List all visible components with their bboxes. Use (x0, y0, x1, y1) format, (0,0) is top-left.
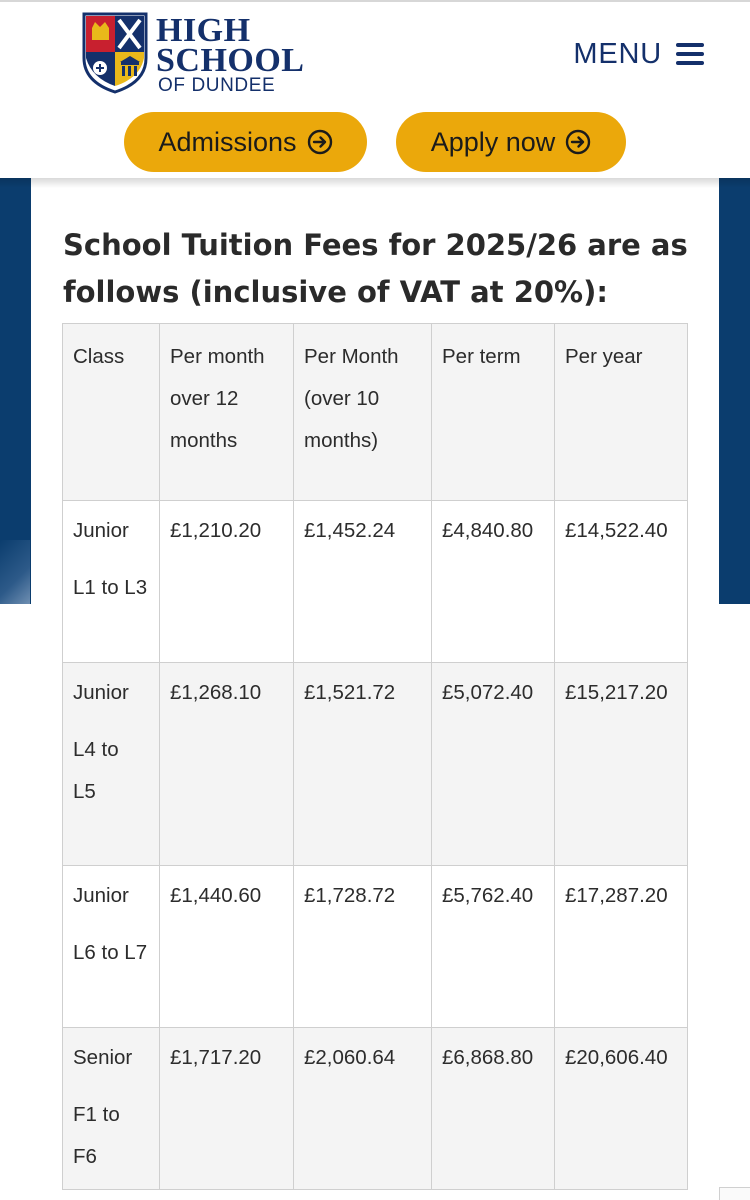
table-row (63, 866, 688, 1028)
per-month-10-cell: £2,060.64 (294, 1028, 432, 1190)
admissions-button[interactable] (124, 112, 367, 172)
header-shadow (0, 178, 750, 188)
table-header-row (63, 324, 688, 501)
fees-table (62, 323, 688, 1190)
site-header (0, 2, 750, 178)
menu-button[interactable] (573, 34, 704, 74)
admissions-button-label: Admissions (158, 126, 297, 157)
scroll-corner (719, 1187, 750, 1200)
per-term-cell: £6,868.80 (432, 1028, 555, 1190)
class-cell: Senior F1 to F6 (63, 1028, 160, 1190)
per-month-10-cell: £1,452.24 (294, 501, 432, 663)
school-name (156, 12, 305, 96)
per-month-10-cell: £1,728.72 (294, 866, 432, 1028)
content-card (31, 178, 719, 1200)
per-term-cell: £5,762.40 (432, 866, 555, 1028)
per-year-cell: £17,287.20 (555, 866, 688, 1028)
arrow-circle-right-icon (565, 129, 591, 155)
apply-now-button[interactable] (396, 112, 626, 172)
class-cell: Junior L4 to L5 (63, 663, 160, 866)
background-band-accent (0, 540, 30, 604)
school-crest-icon (82, 12, 148, 94)
school-logo[interactable] (82, 10, 322, 96)
column-header-per-month-12: Per month over 12 months (160, 324, 294, 501)
per-year-cell: £14,522.40 (555, 501, 688, 663)
column-header-class: Class (63, 324, 160, 501)
arrow-circle-right-icon (307, 129, 333, 155)
column-header-per-year: Per year (555, 324, 688, 501)
fees-heading: School Tuition Fees for 2025/26 are as follows (inclusive of VAT at 20%): (63, 228, 688, 310)
school-name-line2: SCHOOL (156, 42, 305, 79)
table-row (63, 663, 688, 866)
apply-now-button-label: Apply now (430, 126, 556, 157)
class-cell: Junior L6 to L7 (63, 866, 160, 1028)
table-row (63, 1028, 688, 1190)
per-month-12-cell: £1,268.10 (160, 663, 294, 866)
per-term-cell: £5,072.40 (432, 663, 555, 866)
school-name-line3: OF DUNDEE (158, 75, 276, 96)
per-month-10-cell: £1,521.72 (294, 663, 432, 866)
per-month-12-cell: £1,210.20 (160, 501, 294, 663)
per-year-cell: £15,217.20 (555, 663, 688, 866)
column-header-per-term: Per term (432, 324, 555, 501)
per-term-cell: £4,840.80 (432, 501, 555, 663)
table-row (63, 501, 688, 663)
per-year-cell: £20,606.40 (555, 1028, 688, 1190)
hamburger-icon (676, 43, 704, 65)
per-month-12-cell: £1,440.60 (160, 866, 294, 1028)
school-name-line1: HIGH (156, 12, 251, 49)
per-month-12-cell: £1,717.20 (160, 1028, 294, 1190)
class-cell: Junior L1 to L3 (63, 501, 160, 663)
column-header-per-month-10: Per Month (over 10 months) (294, 324, 432, 501)
menu-label: MENU (573, 37, 662, 70)
